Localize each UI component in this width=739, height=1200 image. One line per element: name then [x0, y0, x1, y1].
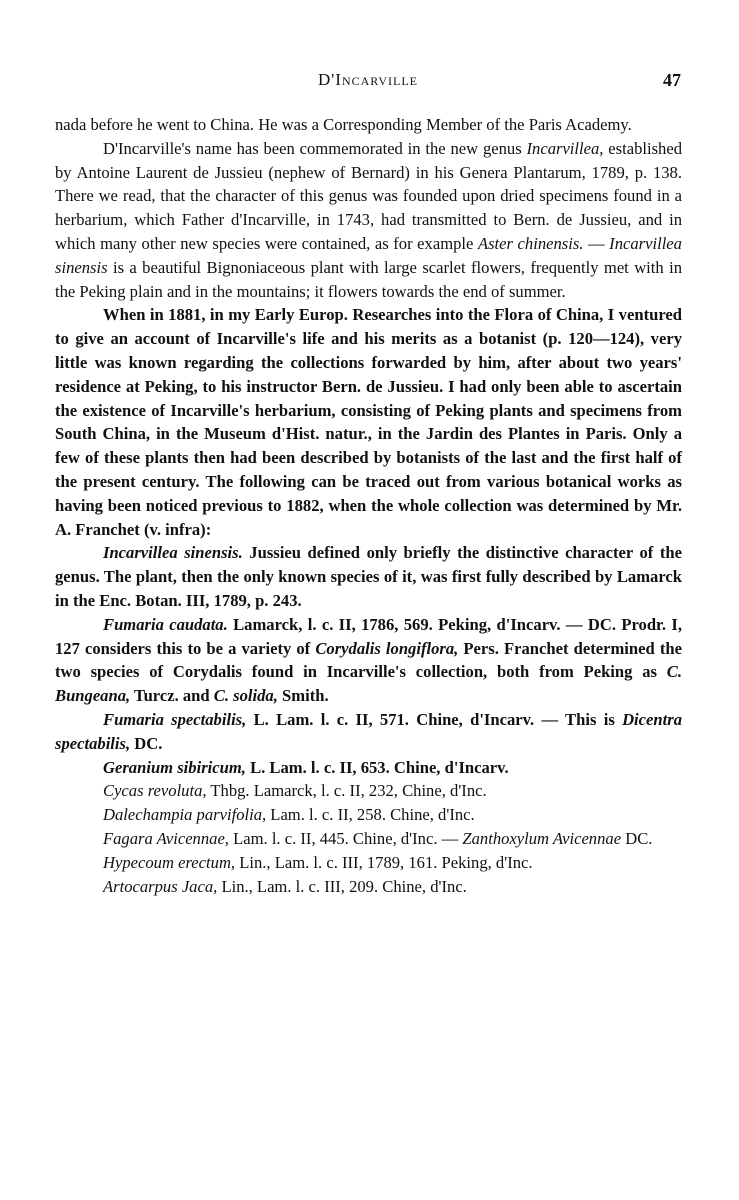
entry-fumaria-spectabilis: Fumaria spectabilis, L. Lam. l. c. II, 571. Chine, d'Incarv. — This is Dicentra spectabilis, DC. [55, 709, 682, 753]
entry-artocarpus: Artocarpus Jaca, Lin., Lam. l. c. III, 209. Chine, d'Inc. [103, 876, 467, 896]
genus-name: Incarvillea, [526, 138, 604, 158]
paragraph-researches: When in 1881, in my Early Europ. Researches into the Flora of China, I ventured to give an account of Incarville's life and his merits as a botanist (p. 120—124), very little was known regarding the collections forwarded by him, after about two years' residence at Peking, to his instructor Bern. de Jussieu. I had only been able to ascertain the existence of Incarville's herbarium, consisting of Peking plants and specimens from South China, in the Museum d'Hist. natur., in the Jardin des Plantes in Paris. Only a few of these plants then had been described by botanists of the last and the first half of the present century. The following can be traced out from various botanical works as having been noticed previous to 1882, when the whole collection was determined by Mr. A. Franchet (v. infra): [55, 305, 682, 539]
entry-dalechampia: Dalechampia parvifolia, Lam. l. c. II, 258. Chine, d'Inc. [103, 805, 475, 825]
entry-fagara: Fagara Avicennae, Lam. l. c. II, 445. Chine, d'Inc. — Zanthoxylum Avicennae DC. [103, 828, 653, 848]
entry-hypecoum: Hypecoum erectum, Lin., Lam. l. c. III, 1789, 161. Peking, d'Inc. [103, 852, 533, 872]
page-number: 47 [663, 70, 681, 90]
entry-incarvillea: Incarvillea sinensis. Jussieu defined only briefly the distinctive character of the genus. The plant, then the only known species of it, was first fully described by Lamarck in the Enc. Botan. III, 1789, p. 243. [55, 543, 682, 610]
entry-geranium: Geranium sibiricum, L. Lam. l. c. II, 653. Chine, d'Incarv. [103, 757, 509, 777]
paragraph-commemoration: D'Incarville's name has been commemorated in the new genus Incarvillea, established by Antoine Laurent de Jussieu (nephew of Bernard) in his Genera Plantarum, 1789, p. 138. There we read, that the character of this genus was founded upon dried specimens found in a herbarium, which Father d'Incarville, in 1743, had transmitted to Bern. de Jussieu, and in which many other new species were contained, as for example Aster chinensis. — Incarvillea sinensis is a beautiful Bignoniaceous plant with large scarlet flowers, frequently met with in the Peking plain and in the mountains; it flowers towards the end of summer. [55, 138, 683, 301]
entry-fumaria-caudata: Fumaria caudata. Lamarck, l. c. II, 1786, 569. Peking, d'Incarv. — DC. Prodr. I, 127 considers this to be a variety of Corydalis longiflora, Pers. Franchet determined the two species of Corydalis found in Incarville's collection, both from Peking as C. Bungeana, Turcz. and C. solida, Smith. [55, 614, 682, 706]
entry-cycas: Cycas revoluta, Thbg. Lamarck, l. c. II, 232, Chine, d'Inc. [103, 781, 487, 801]
species-name: Aster chinensis. [477, 233, 584, 253]
species-name: Incarvillea sinensis [55, 233, 682, 277]
page-header [55, 70, 681, 94]
paragraph-continuation: nada before he went to China. He was a Corresponding Member of the Paris Academy. [55, 115, 632, 134]
body-text [55, 113, 682, 898]
running-title: D'Incarville [317, 70, 419, 89]
